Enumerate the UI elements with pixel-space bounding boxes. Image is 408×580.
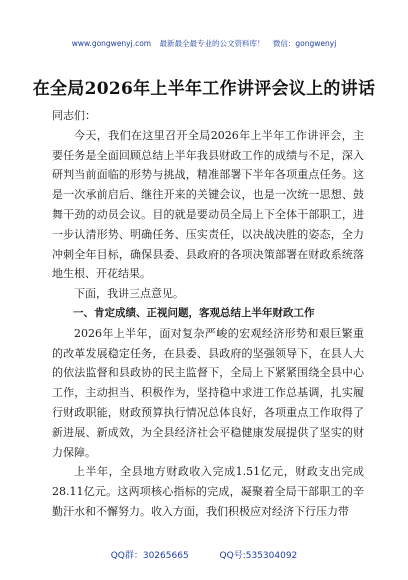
section-heading-1: 一、肯定成绩、正视问题，客观总结上半年财政工作 (73, 306, 315, 319)
paragraph-outline: 下面，我讲三点意见。 (74, 287, 184, 301)
site-footer (0, 548, 408, 561)
qq-group: QQ群：30265665 (110, 551, 189, 561)
document-body (52, 106, 364, 522)
site-url[interactable]: www.gongwenyj.com (71, 39, 152, 48)
qq-number: QQ号:535304092 (219, 551, 298, 561)
site-slogan: 最新最全最专业的公文资料库！ (159, 39, 265, 48)
section-1-paragraph-2: 上半年，全县地方财政收入完成1.51亿元，财政支出完成28.11亿元。这两项核心指标的完成，凝聚着全局干部职工的辛勤汗水和不懈努力。收入方面，我们积极应对经济下行压力带 (52, 465, 364, 518)
wechat-id: 微信：gongwenyj (272, 39, 337, 48)
document-title: 在全局2026年上半年工作讲评会议上的讲话 (32, 79, 376, 99)
paragraph-intro: 今天，我们在这里召开全局2026年上半年工作讲评会，主要任务是全面回顾总结上半年我县财政工作的成绩与不足，深入研判当前面临的形势与挑战，精准部署下半年各项重点任务。这是一次承前启后、继往开来的关键会议，也是一次统一思想、鼓舞干劲的动员会议。目的就是要动员全局上下全体干部职工，进一步认清形势、明确任务、压实责任，以决战决胜的姿态，全力冲刺全年目标，确保县委、县政府的各项决策部署在财政系统落地生根、开花结果。 (52, 128, 364, 281)
salutation: 同志们： (52, 109, 96, 122)
section-1-paragraph-1: 2026年上半年，面对复杂严峻的宏观经济形势和艰巨繁重的改革发展稳定任务，在县委、县政府的坚强领导下，在县人大的依法监督和县政协的民主监督下，全局上下紧紧围绕全县中心工作，主动担当、积极作为，坚持稳中求进工作总基调，扎实履行财政职能，财政预算执行情况总体良好，各项重点工作取得了新进展、新成效，为全县经济社会平稳健康发展提供了坚实的财力保障。 (52, 326, 364, 459)
site-header (0, 38, 408, 49)
